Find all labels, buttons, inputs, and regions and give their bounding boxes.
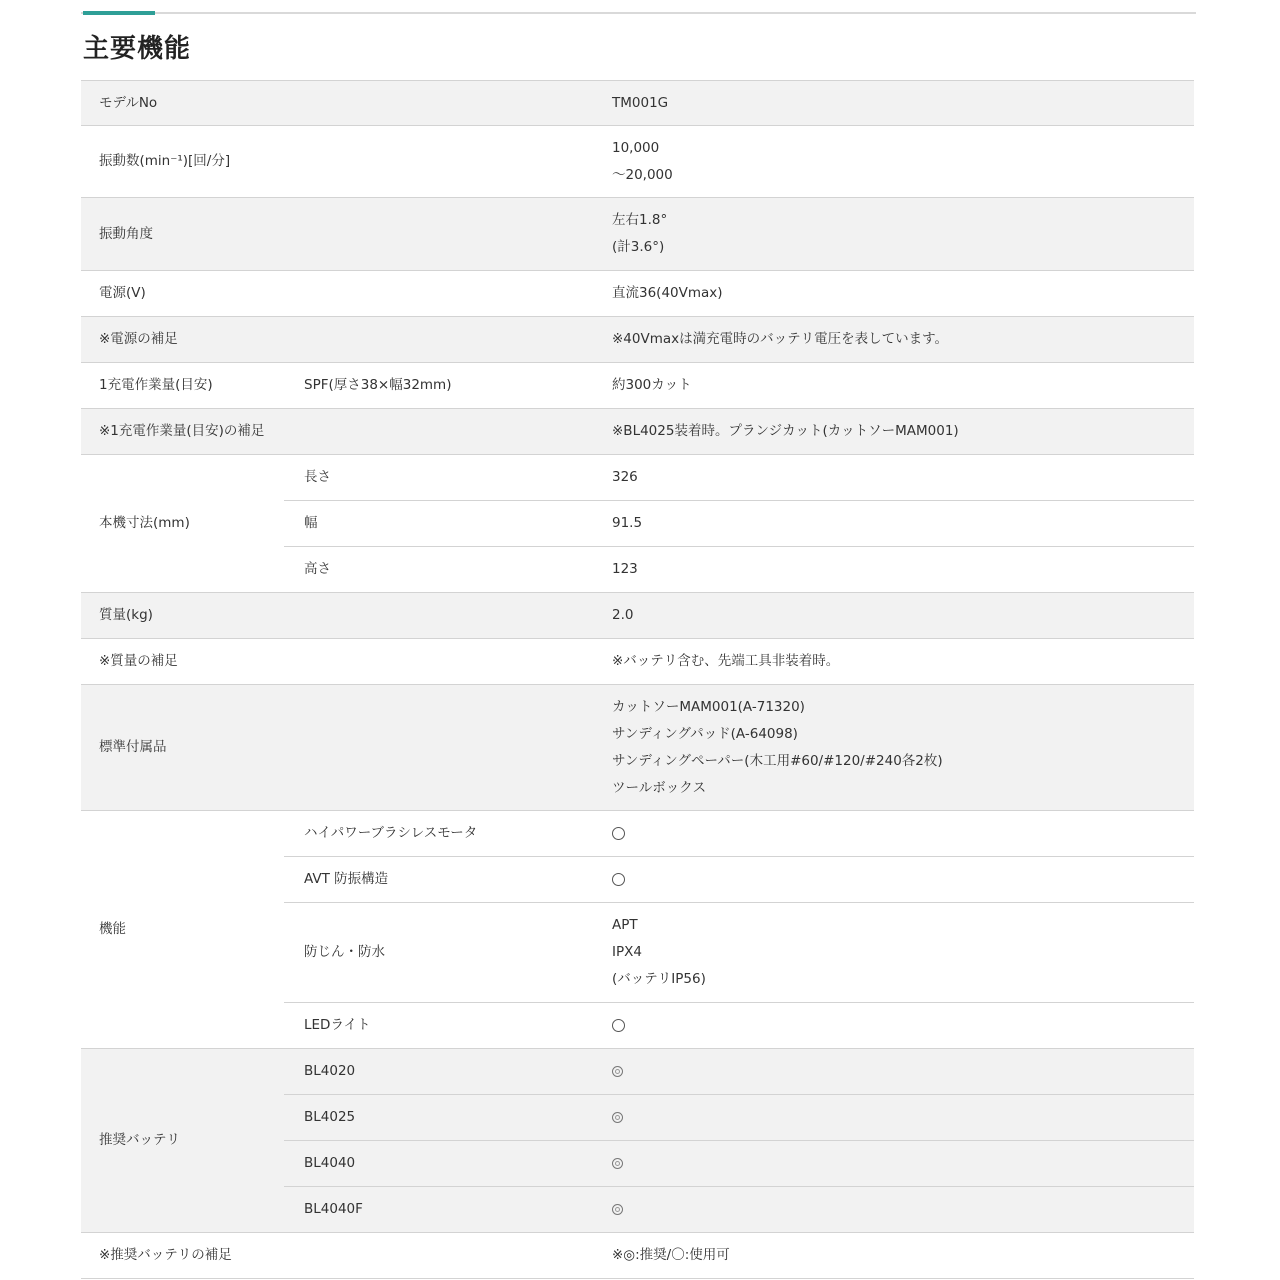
spec-value: TM001G bbox=[594, 81, 1194, 126]
spec-sublabel: 長さ bbox=[284, 455, 594, 501]
spec-label: 質量(kg) bbox=[81, 593, 594, 639]
spec-sublabel: ハイパワーブラシレスモータ bbox=[284, 811, 594, 857]
spec-label: 標準付属品 bbox=[81, 685, 594, 811]
spec-sublabel: BL4040 bbox=[284, 1141, 594, 1187]
spec-value: 326 bbox=[594, 455, 1194, 501]
table-row bbox=[81, 81, 1194, 126]
spec-table bbox=[81, 80, 1194, 1279]
table-row bbox=[81, 317, 1194, 363]
spec-sublabel: 防じん・防水 bbox=[284, 903, 594, 1003]
spec-sublabel: BL4040F bbox=[284, 1187, 594, 1233]
spec-label: ※電源の補足 bbox=[81, 317, 594, 363]
spec-value: 123 bbox=[594, 547, 1194, 593]
table-row bbox=[81, 271, 1194, 317]
spec-label: 機能 bbox=[81, 811, 284, 1049]
table-row bbox=[81, 593, 1194, 639]
table-row bbox=[81, 198, 1194, 271]
accent-bar bbox=[83, 11, 155, 15]
table-row bbox=[81, 363, 1194, 409]
spec-label: 電源(V) bbox=[81, 271, 594, 317]
spec-value bbox=[594, 1049, 1194, 1095]
table-row bbox=[81, 639, 1194, 685]
spec-sublabel: BL4020 bbox=[284, 1049, 594, 1095]
spec-label: ※1充電作業量(目安)の補足 bbox=[81, 409, 594, 455]
spec-value bbox=[594, 1141, 1194, 1187]
spec-sublabel: 高さ bbox=[284, 547, 594, 593]
spec-value: 左右1.8° (計3.6°) bbox=[594, 198, 1194, 271]
spec-value bbox=[594, 857, 1194, 903]
double-circle-icon bbox=[612, 1158, 623, 1169]
spec-value: カットソーMAM001(A-71320) サンディングパッド(A-64098) サンディングペーパー(木工用#60/#120/#240各2枚) ツールボックス bbox=[594, 685, 1194, 811]
spec-value: ※◎:推奨/〇:使用可 bbox=[594, 1233, 1194, 1279]
spec-label: 1充電作業量(目安) bbox=[81, 363, 284, 409]
spec-value bbox=[594, 1095, 1194, 1141]
spec-value bbox=[594, 1003, 1194, 1049]
spec-section bbox=[81, 10, 1194, 1279]
spec-label: ※推奨バッテリの補足 bbox=[81, 1233, 594, 1279]
spec-sublabel: BL4025 bbox=[284, 1095, 594, 1141]
spec-value: ※BL4025装着時。プランジカット(カットソーMAM001) bbox=[594, 409, 1194, 455]
section-divider bbox=[81, 10, 1194, 16]
spec-value: ※40Vmaxは満充電時のバッテリ電圧を表しています。 bbox=[594, 317, 1194, 363]
spec-sublabel: 幅 bbox=[284, 501, 594, 547]
spec-value: APT IPX4 (バッテリIP56) bbox=[594, 903, 1194, 1003]
spec-sublabel: AVT 防振構造 bbox=[284, 857, 594, 903]
spec-value: 10,000 ～20,000 bbox=[594, 126, 1194, 198]
spec-value: 91.5 bbox=[594, 501, 1194, 547]
spec-value: 約300カット bbox=[594, 363, 1194, 409]
spec-sublabel: SPF(厚さ38×幅32mm) bbox=[284, 363, 594, 409]
spec-value: ※バッテリ含む、先端工具非装着時。 bbox=[594, 639, 1194, 685]
double-circle-icon bbox=[612, 1066, 623, 1077]
circle-icon bbox=[612, 873, 625, 886]
spec-label: 推奨バッテリ bbox=[81, 1049, 284, 1233]
table-row bbox=[81, 126, 1194, 198]
table-row bbox=[81, 811, 1194, 857]
spec-sublabel: LEDライト bbox=[284, 1003, 594, 1049]
table-row bbox=[81, 1233, 1194, 1279]
spec-value bbox=[594, 811, 1194, 857]
spec-value bbox=[594, 1187, 1194, 1233]
circle-icon bbox=[612, 827, 625, 840]
page-title: 主要機能 bbox=[83, 34, 192, 64]
spec-label: 振動数(min⁻¹)[回/分] bbox=[81, 126, 594, 198]
spec-label: ※質量の補足 bbox=[81, 639, 594, 685]
spec-label: 本機寸法(mm) bbox=[81, 455, 284, 593]
table-row bbox=[81, 455, 1194, 501]
table-row bbox=[81, 1049, 1194, 1095]
spec-label: 振動角度 bbox=[81, 198, 594, 271]
spec-value: 2.0 bbox=[594, 593, 1194, 639]
double-circle-icon bbox=[612, 1112, 623, 1123]
table-row bbox=[81, 409, 1194, 455]
double-circle-icon bbox=[612, 1204, 623, 1215]
circle-icon bbox=[612, 1019, 625, 1032]
table-row bbox=[81, 685, 1194, 811]
spec-label: モデルNo bbox=[81, 81, 594, 126]
spec-value: 直流36(40Vmax) bbox=[594, 271, 1194, 317]
